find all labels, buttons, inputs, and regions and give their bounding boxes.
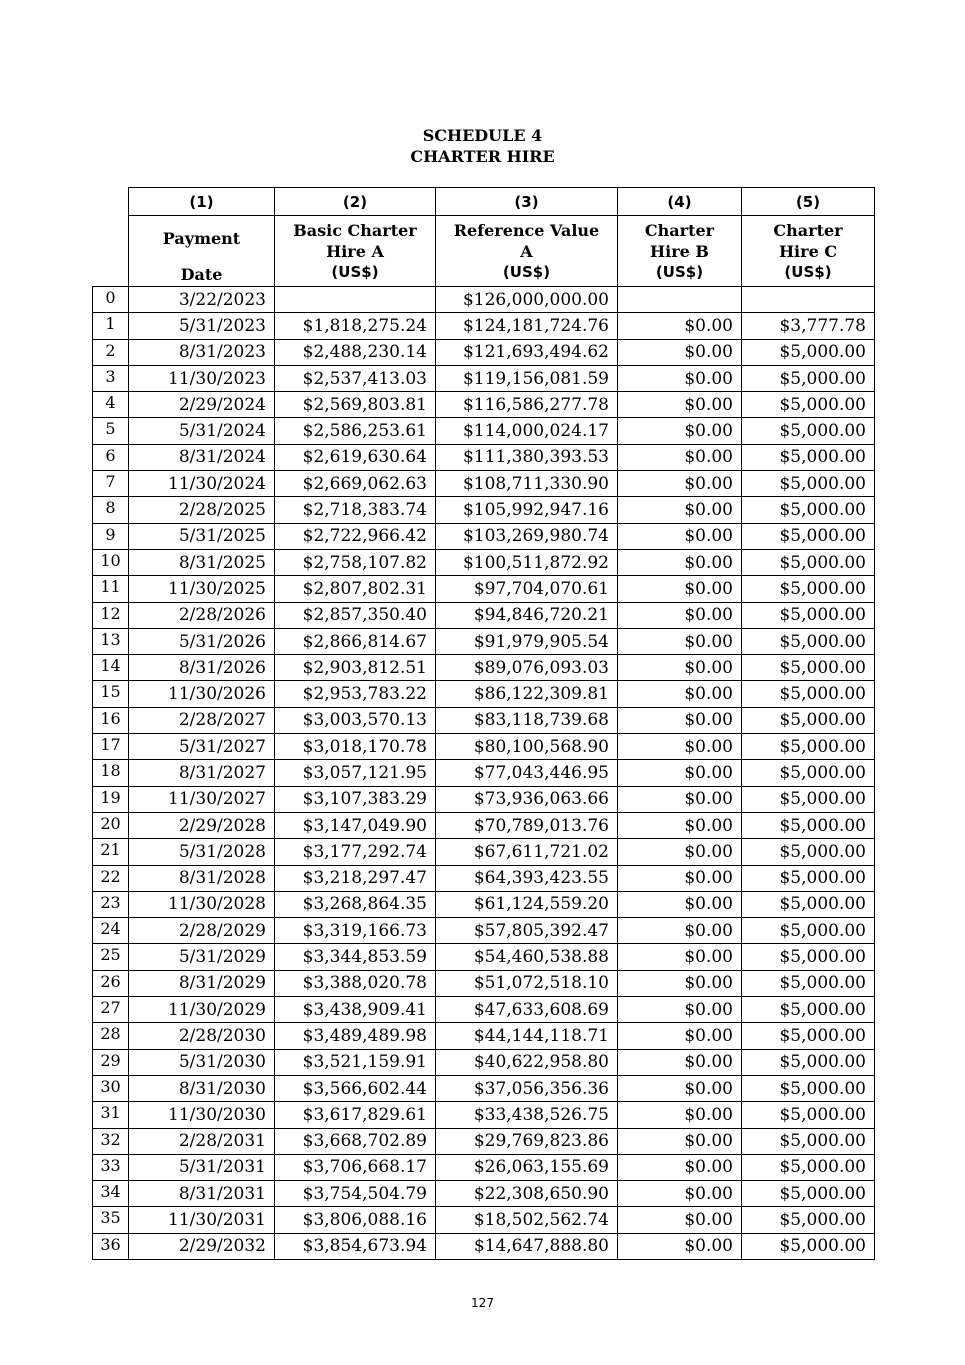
reference-value-cell: $57,805,392.47 <box>436 918 618 944</box>
row-index: 2 <box>93 339 129 365</box>
row-index: 21 <box>93 839 129 865</box>
basic-charter-hire-cell: $3,057,121.95 <box>275 760 436 786</box>
table-row <box>93 1207 875 1233</box>
column-number-1: (1) <box>129 188 275 216</box>
date-label: Date <box>180 265 223 284</box>
table-row <box>93 287 875 313</box>
charter-hire-b-cell: $0.00 <box>618 497 742 523</box>
payment-date-cell: 2/28/2026 <box>129 602 275 628</box>
row-index: 7 <box>93 471 129 497</box>
charter-hire-c-cell: $5,000.00 <box>742 444 875 470</box>
basic-charter-hire-cell: $2,537,413.03 <box>275 365 436 391</box>
charter-hire-c-cell: $5,000.00 <box>742 1049 875 1075</box>
row-index: 20 <box>93 812 129 838</box>
charter-hire-b-cell: $0.00 <box>618 681 742 707</box>
row-index: 24 <box>93 918 129 944</box>
payment-date-cell: 8/31/2031 <box>129 1181 275 1207</box>
schedule-rows <box>93 287 875 1260</box>
row-index: 34 <box>93 1181 129 1207</box>
basic-charter-hire-cell: $2,866,814.67 <box>275 628 436 654</box>
charter-hire-b-cell: $0.00 <box>618 1102 742 1128</box>
charter-hire-c-cell: $5,000.00 <box>742 497 875 523</box>
basic-charter-hire-cell: $3,617,829.61 <box>275 1102 436 1128</box>
basic-charter-hire-cell: $2,722,966.42 <box>275 523 436 549</box>
row-index: 13 <box>93 628 129 654</box>
charter-hire-b-cell: $0.00 <box>618 549 742 575</box>
charter-hire-c-cell: $5,000.00 <box>742 1154 875 1180</box>
charter-hire-b-cell: $0.00 <box>618 628 742 654</box>
reference-value-cell: $83,118,739.68 <box>436 707 618 733</box>
row-index: 35 <box>93 1207 129 1233</box>
row-index: 15 <box>93 681 129 707</box>
basic-charter-hire-cell <box>275 287 436 313</box>
charter-hire-c-cell: $5,000.00 <box>742 1181 875 1207</box>
reference-value-cell: $114,000,024.17 <box>436 418 618 444</box>
row-index: 19 <box>93 786 129 812</box>
reference-value-a-header <box>436 216 618 287</box>
charter-hire-b-cell: $0.00 <box>618 576 742 602</box>
header-line: Hire C <box>778 241 838 261</box>
charter-hire-b-cell: $0.00 <box>618 1233 742 1259</box>
charter-hire-c-cell: $5,000.00 <box>742 760 875 786</box>
reference-value-cell: $67,611,721.02 <box>436 839 618 865</box>
schedule-subtitle: CHARTER HIRE <box>410 147 555 166</box>
payment-date-cell: 2/29/2024 <box>129 392 275 418</box>
charter-hire-c-cell: $5,000.00 <box>742 655 875 681</box>
basic-charter-hire-cell: $3,268,864.35 <box>275 891 436 917</box>
row-index: 17 <box>93 734 129 760</box>
charter-hire-c-cell: $5,000.00 <box>742 523 875 549</box>
reference-value-cell: $22,308,650.90 <box>436 1181 618 1207</box>
table-row <box>93 471 875 497</box>
payment-date-cell: 8/31/2025 <box>129 549 275 575</box>
basic-charter-hire-cell: $2,758,107.82 <box>275 549 436 575</box>
column-number-3: (3) <box>436 188 618 216</box>
charter-hire-c-cell: $5,000.00 <box>742 1023 875 1049</box>
table-row <box>93 1128 875 1154</box>
payment-date-cell: 2/28/2030 <box>129 1023 275 1049</box>
unit-label: (US$) <box>784 262 832 281</box>
table-row <box>93 812 875 838</box>
charter-hire-b-header <box>618 216 742 287</box>
header-spacer <box>93 216 129 287</box>
table-row <box>93 523 875 549</box>
payment-date-cell: 5/31/2028 <box>129 839 275 865</box>
basic-charter-hire-cell: $3,177,292.74 <box>275 839 436 865</box>
reference-value-cell: $40,622,958.80 <box>436 1049 618 1075</box>
page-number: 127 <box>471 1296 494 1310</box>
table-row <box>93 655 875 681</box>
row-index: 22 <box>93 865 129 891</box>
reference-value-cell: $116,586,277.78 <box>436 392 618 418</box>
reference-value-cell: $29,769,823.86 <box>436 1128 618 1154</box>
charter-hire-c-cell: $5,000.00 <box>742 576 875 602</box>
charter-hire-b-cell: $0.00 <box>618 1207 742 1233</box>
basic-charter-hire-cell: $3,388,020.78 <box>275 970 436 996</box>
charter-hire-c-cell: $5,000.00 <box>742 681 875 707</box>
charter-hire-b-cell: $0.00 <box>618 1049 742 1075</box>
basic-charter-hire-cell: $1,818,275.24 <box>275 313 436 339</box>
row-index: 23 <box>93 891 129 917</box>
payment-date-cell: 11/30/2023 <box>129 365 275 391</box>
payment-date-cell: 5/31/2030 <box>129 1049 275 1075</box>
reference-value-cell: $105,992,947.16 <box>436 497 618 523</box>
table-row <box>93 1075 875 1101</box>
row-index: 0 <box>93 287 129 313</box>
payment-date-cell: 8/31/2026 <box>129 655 275 681</box>
charter-hire-b-cell: $0.00 <box>618 471 742 497</box>
table-row <box>93 628 875 654</box>
payment-date-header <box>129 216 275 287</box>
charter-hire-c-cell <box>742 287 875 313</box>
basic-charter-hire-cell: $2,619,630.64 <box>275 444 436 470</box>
reference-value-cell: $121,693,494.62 <box>436 339 618 365</box>
charter-hire-c-cell: $5,000.00 <box>742 1128 875 1154</box>
reference-value-cell: $44,144,118.71 <box>436 1023 618 1049</box>
table-row <box>93 313 875 339</box>
charter-hire-c-cell: $5,000.00 <box>742 812 875 838</box>
reference-value-cell: $70,789,013.76 <box>436 812 618 838</box>
charter-hire-b-cell: $0.00 <box>618 944 742 970</box>
table-row <box>93 734 875 760</box>
table-row <box>93 786 875 812</box>
column-number-4: (4) <box>618 188 742 216</box>
reference-value-cell: $100,511,872.92 <box>436 549 618 575</box>
payment-date-cell: 8/31/2030 <box>129 1075 275 1101</box>
charter-hire-b-cell: $0.00 <box>618 313 742 339</box>
charter-hire-c-cell: $5,000.00 <box>742 997 875 1023</box>
table-row <box>93 997 875 1023</box>
payment-date-cell: 11/30/2031 <box>129 1207 275 1233</box>
basic-charter-hire-cell: $3,107,383.29 <box>275 786 436 812</box>
payment-date-cell: 2/29/2028 <box>129 812 275 838</box>
table-row <box>93 1049 875 1075</box>
column-title-row <box>93 216 875 287</box>
row-index: 6 <box>93 444 129 470</box>
table-row <box>93 497 875 523</box>
header-line: Basic Charter <box>293 220 417 240</box>
charter-hire-c-cell: $5,000.00 <box>742 1207 875 1233</box>
charter-hire-b-cell: $0.00 <box>618 891 742 917</box>
basic-charter-hire-cell: $3,218,297.47 <box>275 865 436 891</box>
reference-value-cell: $51,072,518.10 <box>436 970 618 996</box>
basic-charter-hire-cell: $3,438,909.41 <box>275 997 436 1023</box>
charter-hire-c-cell: $5,000.00 <box>742 392 875 418</box>
header-line: Charter <box>773 220 843 240</box>
row-index: 18 <box>93 760 129 786</box>
charter-hire-b-cell: $0.00 <box>618 707 742 733</box>
payment-date-cell: 11/30/2024 <box>129 471 275 497</box>
unit-label: (US$) <box>655 262 704 281</box>
charter-hire-c-cell: $5,000.00 <box>742 471 875 497</box>
table-row <box>93 707 875 733</box>
payment-date-cell: 2/28/2025 <box>129 497 275 523</box>
charter-hire-b-cell: $0.00 <box>618 734 742 760</box>
basic-charter-hire-cell: $3,668,702.89 <box>275 1128 436 1154</box>
basic-charter-hire-cell: $2,569,803.81 <box>275 392 436 418</box>
reference-value-cell: $33,438,526.75 <box>436 1102 618 1128</box>
basic-charter-hire-cell: $2,953,783.22 <box>275 681 436 707</box>
column-number-5: (5) <box>742 188 875 216</box>
charter-hire-c-cell: $3,777.78 <box>742 313 875 339</box>
payment-date-cell: 8/31/2029 <box>129 970 275 996</box>
table-row <box>93 1023 875 1049</box>
reference-value-cell: $86,122,309.81 <box>436 681 618 707</box>
reference-value-cell: $77,043,446.95 <box>436 760 618 786</box>
row-index: 5 <box>93 418 129 444</box>
table-row <box>93 392 875 418</box>
basic-charter-hire-cell: $3,806,088.16 <box>275 1207 436 1233</box>
charter-hire-b-cell: $0.00 <box>618 812 742 838</box>
charter-hire-c-cell: $5,000.00 <box>742 944 875 970</box>
row-index: 4 <box>93 392 129 418</box>
basic-charter-hire-cell: $3,344,853.59 <box>275 944 436 970</box>
reference-value-cell: $89,076,093.03 <box>436 655 618 681</box>
charter-hire-b-cell: $0.00 <box>618 760 742 786</box>
table-row <box>93 339 875 365</box>
row-index: 27 <box>93 997 129 1023</box>
reference-value-cell: $47,633,608.69 <box>436 997 618 1023</box>
payment-date-cell: 2/29/2032 <box>129 1233 275 1259</box>
charter-hire-c-cell: $5,000.00 <box>742 1233 875 1259</box>
row-index: 36 <box>93 1233 129 1259</box>
table-row <box>93 918 875 944</box>
unit-label: (US$) <box>331 262 379 281</box>
reference-value-cell: $108,711,330.90 <box>436 471 618 497</box>
reference-value-cell: $126,000,000.00 <box>436 287 618 313</box>
payment-date-cell: 5/31/2023 <box>129 313 275 339</box>
table-row <box>93 418 875 444</box>
basic-charter-hire-cell: $3,319,166.73 <box>275 918 436 944</box>
table-row <box>93 1154 875 1180</box>
header-line: Reference Value <box>453 220 600 240</box>
payment-date-cell: 5/31/2031 <box>129 1154 275 1180</box>
basic-charter-hire-cell: $3,003,570.13 <box>275 707 436 733</box>
payment-date-cell: 11/30/2025 <box>129 576 275 602</box>
reference-value-cell: $37,056,356.36 <box>436 1075 618 1101</box>
basic-charter-hire-cell: $3,854,673.94 <box>275 1233 436 1259</box>
basic-charter-hire-cell: $2,488,230.14 <box>275 339 436 365</box>
charter-hire-c-cell: $5,000.00 <box>742 865 875 891</box>
table-row <box>93 865 875 891</box>
payment-date-cell: 5/31/2025 <box>129 523 275 549</box>
row-index: 33 <box>93 1154 129 1180</box>
payment-label: Payment <box>162 229 241 248</box>
reference-value-cell: $61,124,559.20 <box>436 891 618 917</box>
table-row <box>93 549 875 575</box>
charter-hire-c-cell: $5,000.00 <box>742 1102 875 1128</box>
basic-charter-hire-cell: $3,566,602.44 <box>275 1075 436 1101</box>
reference-value-cell: $97,704,070.61 <box>436 576 618 602</box>
basic-charter-hire-cell: $2,669,062.63 <box>275 471 436 497</box>
reference-value-cell: $91,979,905.54 <box>436 628 618 654</box>
table-row <box>93 365 875 391</box>
basic-charter-hire-cell: $3,489,489.98 <box>275 1023 436 1049</box>
payment-date-cell: 2/28/2031 <box>129 1128 275 1154</box>
payment-date-cell: 8/31/2024 <box>129 444 275 470</box>
charter-hire-b-cell: $0.00 <box>618 970 742 996</box>
payment-date-cell: 5/31/2029 <box>129 944 275 970</box>
charter-hire-b-cell: $0.00 <box>618 523 742 549</box>
charter-hire-c-cell: $5,000.00 <box>742 891 875 917</box>
payment-date-cell: 8/31/2027 <box>129 760 275 786</box>
header-line: Charter <box>644 220 715 240</box>
basic-charter-hire-cell: $3,521,159.91 <box>275 1049 436 1075</box>
table-row <box>93 1102 875 1128</box>
schedule-title: SCHEDULE 4 <box>422 126 543 145</box>
table-row <box>93 602 875 628</box>
reference-value-cell: $73,936,063.66 <box>436 786 618 812</box>
table-row <box>93 970 875 996</box>
basic-charter-hire-cell: $2,807,802.31 <box>275 576 436 602</box>
table-row <box>93 576 875 602</box>
row-index: 16 <box>93 707 129 733</box>
charter-hire-b-cell: $0.00 <box>618 418 742 444</box>
payment-date-cell: 2/28/2029 <box>129 918 275 944</box>
charter-hire-b-cell: $0.00 <box>618 997 742 1023</box>
row-index: 1 <box>93 313 129 339</box>
reference-value-cell: $14,647,888.80 <box>436 1233 618 1259</box>
charter-hire-b-cell <box>618 287 742 313</box>
payment-date-cell: 3/22/2023 <box>129 287 275 313</box>
row-index: 30 <box>93 1075 129 1101</box>
reference-value-cell: $18,502,562.74 <box>436 1207 618 1233</box>
payment-date-cell: 5/31/2026 <box>129 628 275 654</box>
charter-hire-c-cell: $5,000.00 <box>742 418 875 444</box>
row-index: 3 <box>93 365 129 391</box>
row-index: 10 <box>93 549 129 575</box>
reference-value-cell: $64,393,423.55 <box>436 865 618 891</box>
table-row <box>93 760 875 786</box>
charter-hire-c-cell: $5,000.00 <box>742 734 875 760</box>
charter-hire-c-cell: $5,000.00 <box>742 339 875 365</box>
charter-hire-c-cell: $5,000.00 <box>742 786 875 812</box>
reference-value-cell: $124,181,724.76 <box>436 313 618 339</box>
row-index: 12 <box>93 602 129 628</box>
row-index: 32 <box>93 1128 129 1154</box>
charter-hire-c-cell: $5,000.00 <box>742 628 875 654</box>
charter-hire-b-cell: $0.00 <box>618 655 742 681</box>
charter-hire-b-cell: $0.00 <box>618 444 742 470</box>
header-spacer <box>93 188 129 216</box>
reference-value-cell: $54,460,538.88 <box>436 944 618 970</box>
basic-charter-hire-a-header <box>275 216 436 287</box>
charter-hire-b-cell: $0.00 <box>618 786 742 812</box>
payment-date-cell: 11/30/2027 <box>129 786 275 812</box>
table-row <box>93 891 875 917</box>
row-index: 8 <box>93 497 129 523</box>
reference-value-cell: $119,156,081.59 <box>436 365 618 391</box>
basic-charter-hire-cell: $2,586,253.61 <box>275 418 436 444</box>
reference-value-cell: $26,063,155.69 <box>436 1154 618 1180</box>
row-index: 14 <box>93 655 129 681</box>
charter-hire-c-cell: $5,000.00 <box>742 970 875 996</box>
table-row <box>93 681 875 707</box>
table-row <box>93 944 875 970</box>
payment-date-cell: 8/31/2028 <box>129 865 275 891</box>
reference-value-cell: $80,100,568.90 <box>436 734 618 760</box>
charter-hire-c-header <box>742 216 875 287</box>
charter-hire-table <box>92 187 875 1260</box>
charter-hire-b-cell: $0.00 <box>618 365 742 391</box>
charter-hire-c-cell: $5,000.00 <box>742 602 875 628</box>
charter-hire-c-cell: $5,000.00 <box>742 1075 875 1101</box>
charter-hire-b-cell: $0.00 <box>618 1023 742 1049</box>
charter-hire-b-cell: $0.00 <box>618 1075 742 1101</box>
row-index: 29 <box>93 1049 129 1075</box>
table-row <box>93 1181 875 1207</box>
charter-hire-c-cell: $5,000.00 <box>742 549 875 575</box>
charter-hire-b-cell: $0.00 <box>618 339 742 365</box>
reference-value-cell: $103,269,980.74 <box>436 523 618 549</box>
basic-charter-hire-cell: $2,718,383.74 <box>275 497 436 523</box>
charter-hire-c-cell: $5,000.00 <box>742 839 875 865</box>
reference-value-cell: $111,380,393.53 <box>436 444 618 470</box>
basic-charter-hire-cell: $3,754,504.79 <box>275 1181 436 1207</box>
charter-hire-b-cell: $0.00 <box>618 918 742 944</box>
charter-hire-b-cell: $0.00 <box>618 602 742 628</box>
basic-charter-hire-cell: $3,147,049.90 <box>275 812 436 838</box>
charter-hire-b-cell: $0.00 <box>618 1154 742 1180</box>
header-line: Hire A <box>326 241 384 261</box>
basic-charter-hire-cell: $3,018,170.78 <box>275 734 436 760</box>
basic-charter-hire-cell: $2,857,350.40 <box>275 602 436 628</box>
row-index: 11 <box>93 576 129 602</box>
charter-hire-c-cell: $5,000.00 <box>742 707 875 733</box>
reference-value-cell: $94,846,720.21 <box>436 602 618 628</box>
charter-hire-c-cell: $5,000.00 <box>742 365 875 391</box>
payment-date-cell: 11/30/2028 <box>129 891 275 917</box>
charter-hire-c-cell: $5,000.00 <box>742 918 875 944</box>
basic-charter-hire-cell: $2,903,812.51 <box>275 655 436 681</box>
charter-hire-b-cell: $0.00 <box>618 839 742 865</box>
row-index: 31 <box>93 1102 129 1128</box>
charter-hire-b-cell: $0.00 <box>618 1128 742 1154</box>
row-index: 26 <box>93 970 129 996</box>
payment-date-cell: 11/30/2026 <box>129 681 275 707</box>
header-line: Hire B <box>650 241 709 261</box>
charter-hire-b-cell: $0.00 <box>618 865 742 891</box>
payment-date-cell: 11/30/2030 <box>129 1102 275 1128</box>
row-index: 25 <box>93 944 129 970</box>
unit-label: (US$) <box>502 262 551 281</box>
column-number-2: (2) <box>275 188 436 216</box>
payment-date-cell: 2/28/2027 <box>129 707 275 733</box>
table-row <box>93 1233 875 1259</box>
table-row <box>93 444 875 470</box>
header-line: A <box>520 241 533 261</box>
payment-date-cell: 5/31/2027 <box>129 734 275 760</box>
charter-hire-b-cell: $0.00 <box>618 1181 742 1207</box>
row-index: 28 <box>93 1023 129 1049</box>
payment-date-cell: 5/31/2024 <box>129 418 275 444</box>
row-index: 9 <box>93 523 129 549</box>
table-row <box>93 839 875 865</box>
payment-date-cell: 8/31/2023 <box>129 339 275 365</box>
column-number-row <box>93 188 875 216</box>
basic-charter-hire-cell: $3,706,668.17 <box>275 1154 436 1180</box>
charter-hire-b-cell: $0.00 <box>618 392 742 418</box>
payment-date-cell: 11/30/2029 <box>129 997 275 1023</box>
